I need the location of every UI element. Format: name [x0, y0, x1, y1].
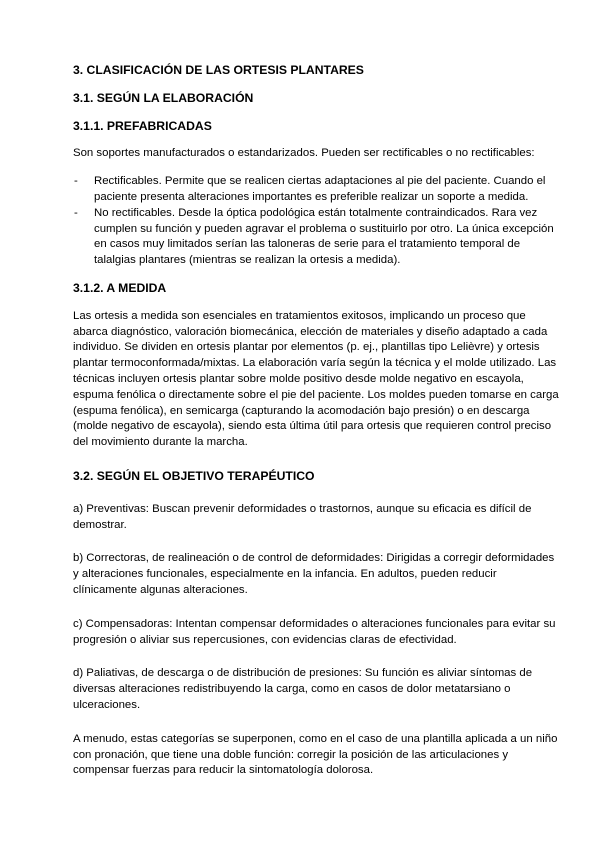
paragraph-paliativas: d) Paliativas, de descarga o de distribución de presiones: Su función es aliviar síntomas de diversas alteraciones redistribuyendo la carga, como en casos de dolor metatarsiano o ulceraciones. — [73, 667, 533, 711]
subsection-heading-elaboracion: 3.1. SEGÚN LA ELABORACIÓN — [73, 90, 254, 105]
document-page — [73, 63, 563, 791]
list-item — [73, 174, 563, 206]
list-item-text: Rectificables. Permite que se realicen ciertas adaptaciones al pie del paciente. Cuando el paciente presenta alteraciones importantes es preferible realizar un soporte a medida. — [94, 175, 546, 203]
paragraph-correctoras: b) Correctoras, de realineación o de control de deformidades: Dirigidas a corregir deformidades y alteraciones funcionales, especialmente en la infancia. En adultos, pueden reducir clínicamente algunas alteraciones. — [73, 552, 555, 596]
paragraph-preventivas: a) Preventivas: Buscan prevenir deformidades o trastornos, aunque su eficacia es difícil de demostrar. — [73, 502, 532, 531]
paragraph-conclusion: A menudo, estas categorías se superponen, como en el caso de una plantilla aplicada a un niño con pronación, que tiene una doble función: corregir la posición de las articulaciones y compensar fuerzas para reducir la sintomatología dolorosa. — [73, 732, 558, 777]
list-item-text: No rectificables. Desde la óptica podológica están totalmente contraindicados. Rara vez cumplen su función y pueden agravar el problema o sustituirlo por otro. La única excepción en casos muy limitados serían las taloneras de serie para el tratamiento temporal de talalgias plantares (mientras se realizan la ortesis a medida). — [94, 206, 554, 267]
section-title: 3. CLASIFICACIÓN DE LAS ORTESIS PLANTARES — [73, 63, 364, 77]
prefabricadas-list — [73, 174, 563, 269]
subsubsection-heading-a-medida: 3.1.2. A MEDIDA — [73, 280, 167, 295]
list-item — [73, 206, 563, 269]
subsection-heading-objetivo: 3.2. SEGÚN EL OBJETIVO TERAPÉUTICO — [73, 468, 315, 483]
subsubsection-heading-prefabricadas: 3.1.1. PREFABRICADAS — [73, 118, 212, 133]
dash-bullet: - — [74, 175, 78, 188]
a-medida-body: Las ortesis a medida son esenciales en tratamientos exitosos, implicando un proceso que abarca diagnóstico, valoración biomecánica, elección de materiales y diseño adaptado a cada individuo. Se dividen en ortesis plantar por elementos (p. ej., plantillas tipo Lelièvre) y ortesis plantar termoconformada/mixtas. La elaboración varía según la técnica y el molde utilizado. Las técnicas incluyen ortesis plantar sobre molde positivo desde molde negativo en escayola, espuma fenólica o directamente sobre el pie del paciente. Los moldes pueden tomarse en carga (espuma fenólica), en semicarga (capturando la acomodación bajo presión) o en descarga (molde negativo de escayola), siendo esta última útil para ortesis que requieren control preciso del movimiento durante la marcha. — [73, 309, 559, 449]
paragraph-compensadoras: c) Compensadoras: Intentan compensar deformidades o alteraciones funcionales para evitar su progresión o aliviar sus repercusiones, con evidencias claras de efectividad. — [73, 617, 556, 646]
prefabricadas-intro: Son soportes manufacturados o estandarizados. Pueden ser rectificables o no rectificables: — [73, 147, 535, 160]
dash-bullet: - — [74, 206, 78, 219]
